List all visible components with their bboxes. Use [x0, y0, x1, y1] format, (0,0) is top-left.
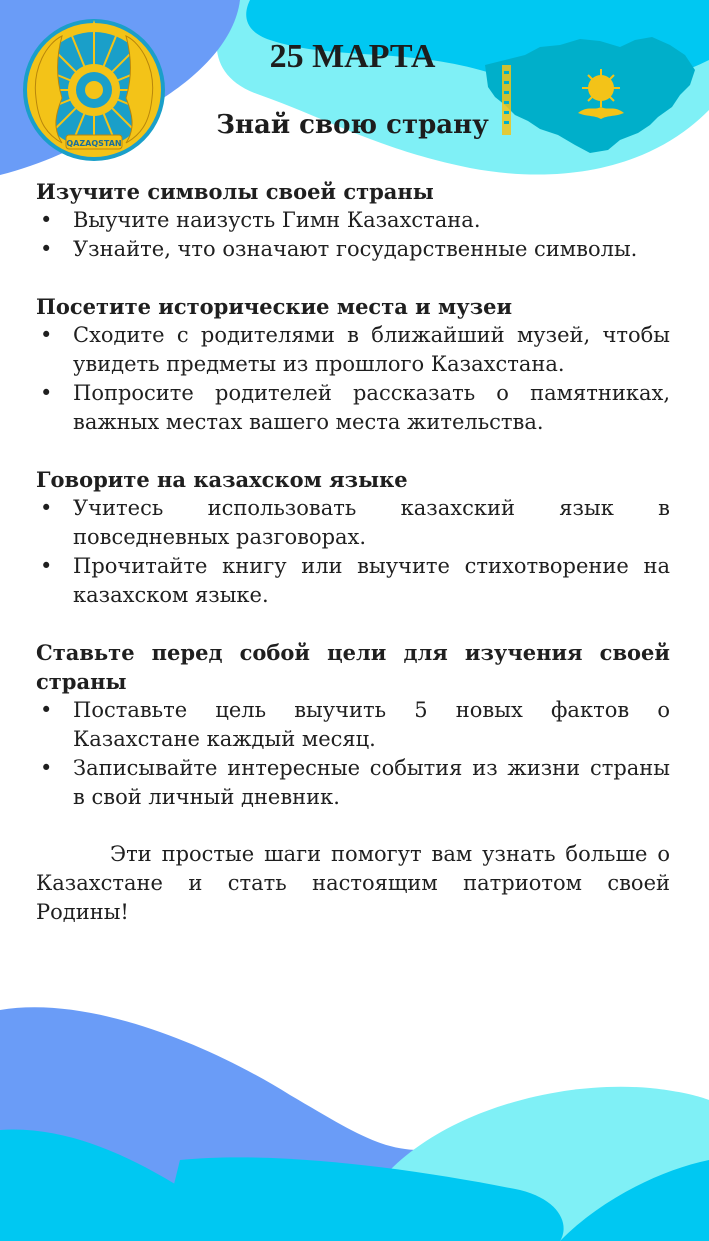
date-title: 25 МАРТА — [269, 38, 436, 75]
list-item: • Попросите родителей рассказать о памятниках, важных местах вашего места жительства. — [36, 379, 670, 437]
list-item: • Записывайте интересные события из жизни страны в свой личный дневник. — [36, 754, 670, 812]
bullet-list — [36, 494, 670, 610]
list-item: • Сходите с родителями в ближайший музей, чтобы увидеть предметы из прошлого Казахстана. — [36, 321, 670, 379]
section-goals — [36, 638, 670, 812]
kazakhstan-emblem-icon — [22, 18, 166, 162]
list-item: • Прочитайте книгу или выучите стихотворение на казахском языке. — [36, 552, 670, 610]
closing-paragraph: Эти простые шаги помогут вам узнать больше о Казахстане и стать настоящим патриотом своей Родины! — [36, 842, 670, 924]
section-heading: Ставьте перед собой цели для изучения своей страны — [36, 640, 670, 694]
content-body — [36, 177, 670, 948]
list-item: • Поставьте цель выучить 5 новых фактов о Казахстане каждый месяц. — [36, 696, 670, 754]
section-language — [36, 465, 670, 610]
section-symbols — [36, 177, 670, 264]
page-subtitle: Знай свою страну — [216, 110, 489, 140]
section-heading: Посетите исторические места и музеи — [36, 294, 513, 319]
list-item: • Учитесь использовать казахский язык в повседневных разговорах. — [36, 494, 670, 552]
bullet-list — [36, 696, 670, 812]
list-item: • Выучите наизусть Гимн Казахстана. — [36, 206, 670, 235]
bullet-list — [36, 206, 670, 264]
section-heading: Говорите на казахском языке — [36, 467, 408, 492]
emblem-text: QAZAQSTAN — [66, 139, 122, 148]
list-item: • Узнайте, что означают государственные символы. — [36, 235, 670, 264]
bullet-list — [36, 321, 670, 437]
section-museums — [36, 292, 670, 437]
section-heading: Изучите символы своей страны — [36, 179, 434, 204]
